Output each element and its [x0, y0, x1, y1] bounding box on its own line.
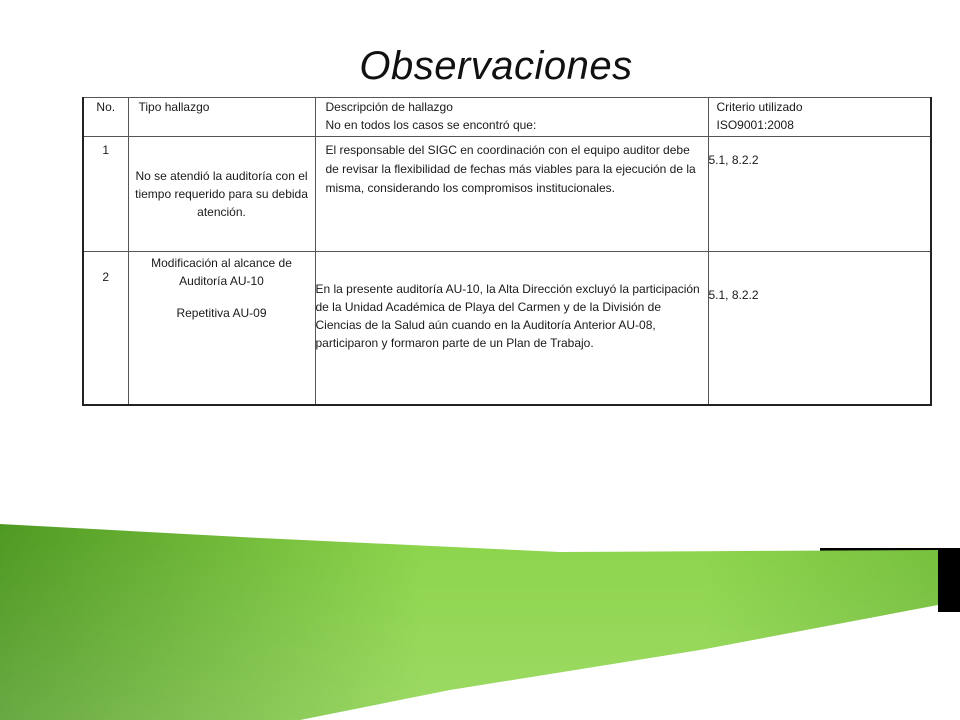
header-descripcion-subtitle: No en todos los casos se encontró que: — [325, 118, 537, 132]
row-descripcion: En la presente auditoría AU-10, la Alta Dirección excluyó la participación de la Unidad Académica de Playa del Carmen y de la División de Ciencias de la Salud aún cuando en la Auditoría Anterior AU-08, participaron y formaron parte de un Plan de Trabajo. — [315, 252, 708, 406]
header-criterio-title: Criterio utilizado — [716, 100, 803, 114]
header-no: No. — [83, 98, 128, 137]
row-tipo-hallazgo-main: Modificación al alcance de Auditoría AU-10 — [151, 256, 292, 288]
header-tipo-hallazgo: Tipo hallazgo — [128, 98, 315, 137]
row-tipo-hallazgo: No se atendió la auditoría con el tiempo requerido para su debida atención. — [128, 137, 315, 252]
row-number: 1 — [83, 137, 128, 252]
page-title: Observaciones — [359, 44, 633, 88]
row-descripcion: El responsable del SIGC en coordinación con el equipo auditor debe de revisar la flexibilidad de fechas más viables para la ejecución de la misma, considerando los compromisos institucionales. — [315, 137, 708, 252]
green-wave-highlight — [0, 524, 938, 720]
header-criterio-standard: ISO9001:2008 — [716, 118, 794, 132]
row-number: 2 — [83, 252, 128, 406]
header-descripcion-title: Descripción de hallazgo — [325, 100, 453, 114]
row-criterio: 5.1, 8.2.2 — [708, 137, 931, 252]
row-criterio: 5.1, 8.2.2 — [708, 252, 931, 406]
row-tipo-hallazgo-repetitiva: Repetitiva AU-09 — [176, 306, 267, 320]
